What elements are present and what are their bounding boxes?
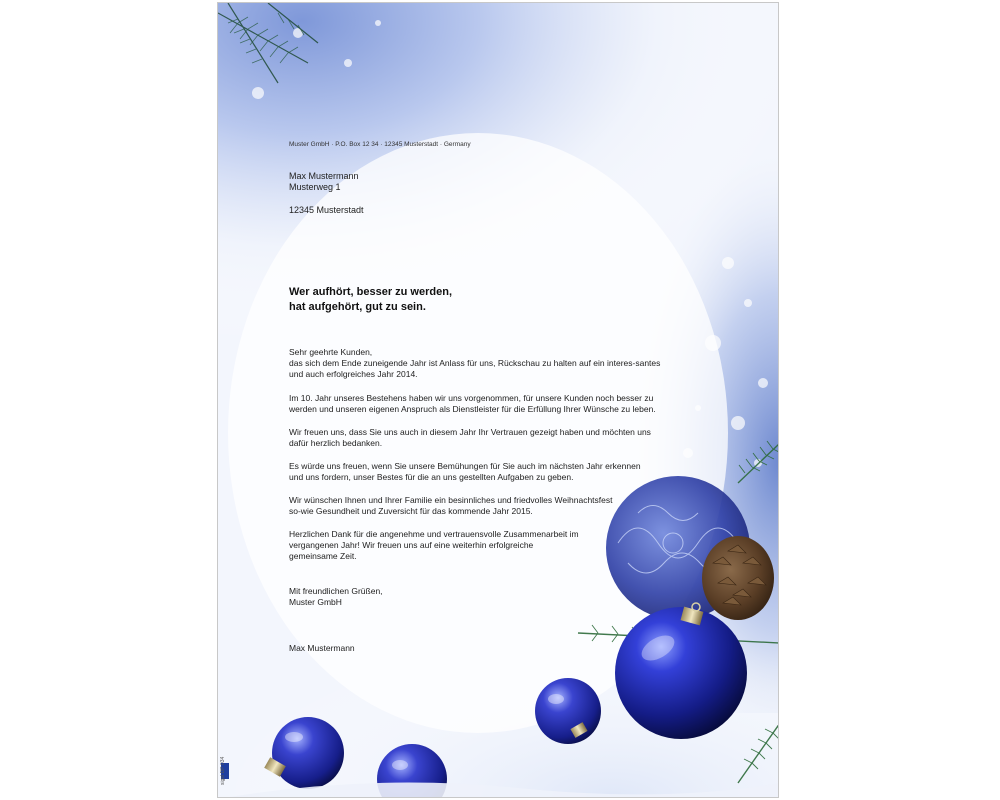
closing-line: Mit freundlichen Grüßen,: [289, 586, 383, 596]
paragraph-line: das sich dem Ende zuneigende Jahr ist Anlass für uns, Rückschau zu halten auf ein interes-santes: [289, 358, 661, 369]
recipient-city: 12345 Musterstadt: [289, 205, 364, 215]
closing: [289, 586, 679, 608]
closing-line: Muster GmbH: [289, 597, 342, 608]
paragraph-line: werden und unseren eigenen Anspruch als Dienstleister für die Erfüllung Ihrer Wünsche zu leben.: [289, 404, 656, 415]
paragraph-wishes: [289, 495, 679, 517]
paragraph-line: Sehr geehrte Kunden,: [289, 347, 373, 357]
signature-name: Max Mustermann: [289, 643, 355, 653]
paragraph-line: gemeinsame Zeit.: [289, 551, 357, 562]
paragraph-line: vergangenen Jahr! Wir freuen uns auf eine weiterhin erfolgreiche: [289, 540, 534, 551]
headline-line: hat aufgehört, gut zu sein.: [289, 301, 426, 313]
letter-text: [218, 3, 779, 798]
recipient-name: Max Mustermann: [289, 171, 359, 181]
paragraph-next-year: [289, 461, 679, 483]
paragraph-line: Im 10. Jahr unseres Bestehens haben wir uns vorgenommen, für unsere Kunden noch besser zu: [289, 393, 654, 403]
letter-page: [217, 2, 779, 798]
paragraph-greeting: [289, 347, 679, 381]
product-code-label: sigel DP 034: [220, 756, 226, 785]
paragraph-line: Wir wünschen Ihnen und Ihrer Familie ein besinnliches und friedvolles Weihnachtsfest: [289, 495, 613, 505]
paragraph-line: so-wie Gesundheit und Zuversicht für das kommende Jahr 2015.: [289, 506, 533, 517]
paragraph-line: dafür herzlich bedanken.: [289, 438, 383, 449]
paragraph-line: Es würde uns freuen, wenn Sie unsere Bemühungen für Sie auch im nächsten Jahr erkennen: [289, 461, 641, 471]
paragraph-anniversary: [289, 393, 679, 415]
paragraph-line: und uns fordern, unser Bestes für die an uns gestellten Aufgaben zu geben.: [289, 472, 574, 483]
headline: [289, 285, 452, 315]
paragraph-line: und auch erfolgreiches Jahr 2014.: [289, 369, 418, 380]
sender-return-address: Muster GmbH · P.O. Box 12 34 · 12345 Musterstadt · Germany: [289, 141, 471, 148]
paragraph-line: Herzlichen Dank für die angenehme und vertrauensvolle Zusammenarbeit im: [289, 529, 579, 539]
recipient-street: Musterweg 1: [289, 182, 341, 192]
paragraph-line: Wir freuen uns, dass Sie uns auch in diesem Jahr Ihr Vertrauen gezeigt haben und möchten uns: [289, 427, 651, 437]
headline-line: Wer aufhört, besser zu werden,: [289, 286, 453, 298]
paragraph-cooperation: [289, 529, 679, 563]
paragraph-thanks: [289, 427, 679, 449]
